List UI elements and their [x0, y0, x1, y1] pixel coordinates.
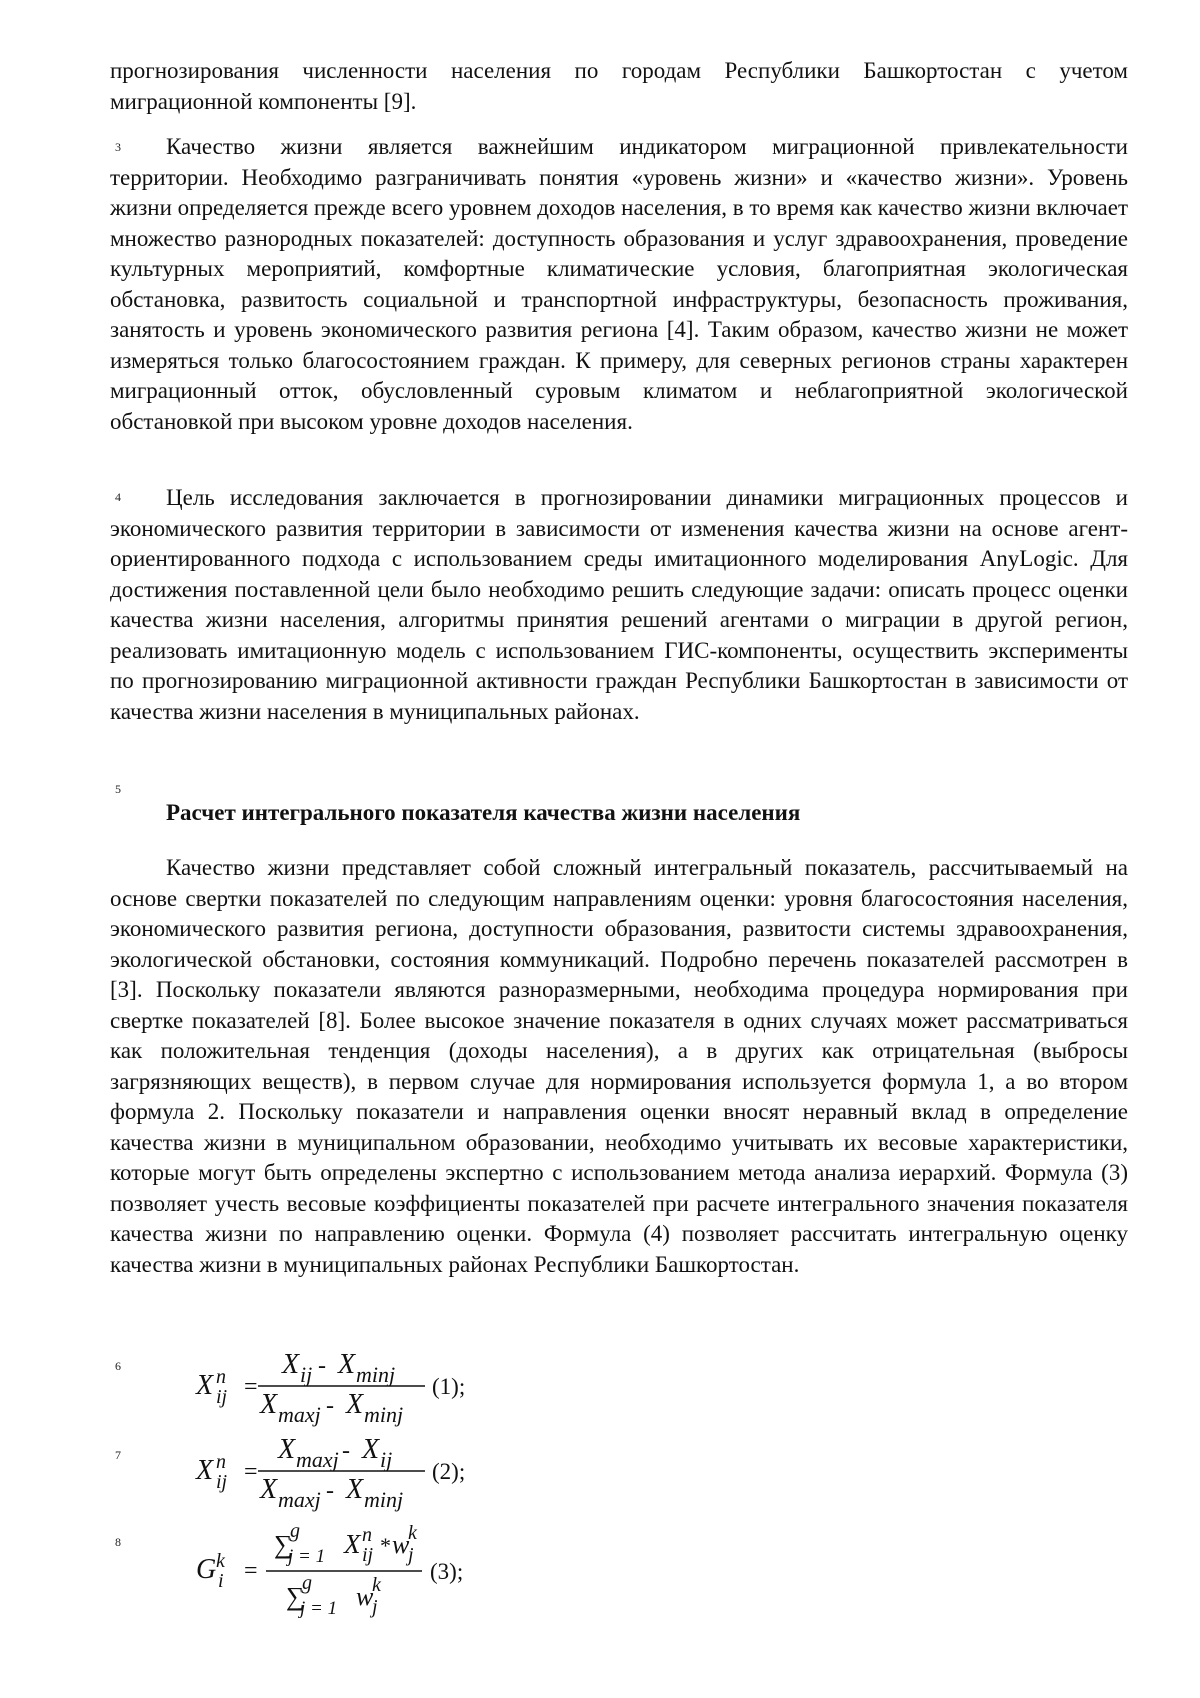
formula-lhs: G [196, 1554, 217, 1585]
formula-num-op: - [342, 1438, 350, 1464]
formula-den-w: w [356, 1582, 374, 1611]
formula-equals: = [244, 1558, 258, 1584]
sum-symbol: ∑ [286, 1582, 305, 1611]
formula-den-a-sub: maxj [278, 1402, 321, 1427]
formula-den-a: X [260, 1389, 278, 1420]
formula-lhs: X [196, 1370, 214, 1401]
multiply-star: * [380, 1533, 391, 1558]
formula-num-b-sub: ij [380, 1447, 393, 1472]
sum-lower-limit: j = 1 [300, 1598, 338, 1619]
paragraph-number: 6 [115, 1359, 121, 1373]
formula-den-b: X [346, 1474, 364, 1505]
formula-num-op: - [318, 1353, 326, 1379]
paragraph-integral-indicator: Качество жизни представляет собой сложный интегральный показатель, рассчитываемый на основе свертки показателей по следующим направлениям оценки: уровня благосостояния населения, экономического развития региона, доступности образования, развитости системы здравоохранения, экологической обстановки, состояния коммуникаций. Подробно перечень показателей рассмотрен в [3]. Поскольку показатели являются разноразмерными, необходима процедура нормирования при свертке показателей [8]. Более высокое значение показателя в одних случаях может рассматриваться как положительная тенденция (доходы населения), а в других как отрицательная (выбросы загрязняющих веществ), в первом случае для нормирования используется формула 1, а во втором формула 2. Поскольку показатели и направления оценки вносят неравный вклад в определение качества жизни в муниципальном образовании, необходимо учитывать их весовые характеристики, которые могут быть определены экспертно с использованием метода анализа иерархий. Формула (3) позволяет учесть весовые коэффициенты показателей при расчете интегрального значения показателя качества жизни по направлению оценки. Формула (4) позволяет рассчитать интегральную оценку качества жизни в муниципальных районах Республики Башкортостан. [110, 855, 1128, 1277]
paragraph-number: 7 [115, 1448, 121, 1462]
formula-den-b-sub: minj [364, 1402, 404, 1427]
paragraph-research-goal: Цель исследования заключается в прогнозировании динамики миграционных процессов и экономического развития территории в зависимости от изменения качества жизни на основе агент-ориентированного подхода с использованием среды имитационного моделирования AnyLogic. Для достижения поставленной цели было необходимо решить следующие задачи: описать процесс оценки качества жизни населения, алгоритмы принятия решений агентами о миграции в другой регион, реализовать имитационную модель с использованием ГИС-компоненты, осуществить эксперименты по прогнозированию миграционной активности граждан Республики Башкортостан в зависимости от качества жизни населения в муниципальных районах. [110, 485, 1128, 724]
paragraph-quality-of-life: Качество жизни является важнейшим индикатором миграционной привлекательности территории. Необходимо разграничивать понятия «уровень жизни» и «качество жизни». Уровень жизни определяется прежде всего уровнем доходов населения, в то время как качество жизни включает множество разнородных показателей: доступность образования и услуг здравоохранения, проведение культурных мероприятий, комфортные климатические условия, благоприятная экологическая обстановка, развитость социальной и транспортной инфраструктуры, безопасность проживания, занятость и уровень экономического развития региона [4]. Таким образом, качество жизни не может измеряться только благосостоянием граждан. К примеру, для северных регионов страны характерен миграционный отток, обусловленный суровым климатом и неблагоприятной экологической обстановкой при высоком уровне доходов населения. [110, 134, 1128, 434]
formula-den-b: X [346, 1389, 364, 1420]
formula-num-b: X [362, 1434, 380, 1465]
formula-label: (1); [432, 1374, 466, 1399]
formula-den-w-sub: j [372, 1596, 378, 1618]
formula-num-x: X [344, 1529, 361, 1559]
formula-num-b: X [338, 1349, 356, 1380]
formula-equals: = [244, 1459, 258, 1485]
formula-num-a-sub: maxj [296, 1447, 339, 1472]
formula-den-w-sup: k [372, 1574, 381, 1596]
paragraph-number: 5 [115, 782, 121, 796]
formula-lhs-sub: i [218, 1570, 224, 1592]
formula-den-op: - [326, 1393, 334, 1419]
formula-num-a: X [282, 1349, 300, 1380]
formula-num-x-sup: n [362, 1524, 372, 1546]
formula-den-a: X [260, 1474, 278, 1505]
formula-2 [190, 1430, 520, 1517]
sum-symbol: ∑ [274, 1530, 293, 1559]
formula-den-op: - [326, 1478, 334, 1504]
formula-lhs-sub: ij [216, 1386, 228, 1408]
formula-3 [190, 1515, 520, 1630]
formula-den-a-sub: maxj [278, 1487, 321, 1512]
sum-upper-limit: g [302, 1572, 312, 1594]
formula-label: (2); [432, 1459, 466, 1484]
formula-label: (3); [430, 1559, 464, 1584]
formula-lhs-sub: ij [216, 1471, 228, 1493]
formula-lhs-sup: n [216, 1451, 226, 1473]
sum-upper-limit: g [290, 1520, 300, 1542]
formula-lhs-sup: n [216, 1366, 226, 1388]
paragraph-number: 4 [115, 490, 121, 504]
formula-equals: = [244, 1374, 258, 1400]
formula-num-x-sub: ij [362, 1544, 374, 1566]
formula-lhs: X [196, 1455, 214, 1486]
formula-num-b-sub: minj [356, 1362, 396, 1387]
paragraph-continuation: прогнозирования численности населения по городам Республики Башкортостан с учетом миграционной компоненты [9]. [110, 58, 1128, 114]
formula-num-w-sup: k [408, 1522, 417, 1544]
formula-1 [190, 1345, 520, 1432]
formula-num-a: X [278, 1434, 296, 1465]
paragraph-number: 8 [115, 1535, 121, 1549]
formula-num-w-sub: j [408, 1544, 414, 1566]
formula-num-w: w [392, 1530, 410, 1559]
formula-lhs-sup: k [216, 1550, 225, 1572]
formula-num-a-sub: ij [300, 1362, 313, 1387]
paragraph-number: 3 [115, 140, 121, 154]
sum-lower-limit: j = 1 [288, 1546, 326, 1567]
section-heading: Расчет интегрального показателя качества жизни населения [166, 800, 801, 825]
formula-den-b-sub: minj [364, 1487, 404, 1512]
